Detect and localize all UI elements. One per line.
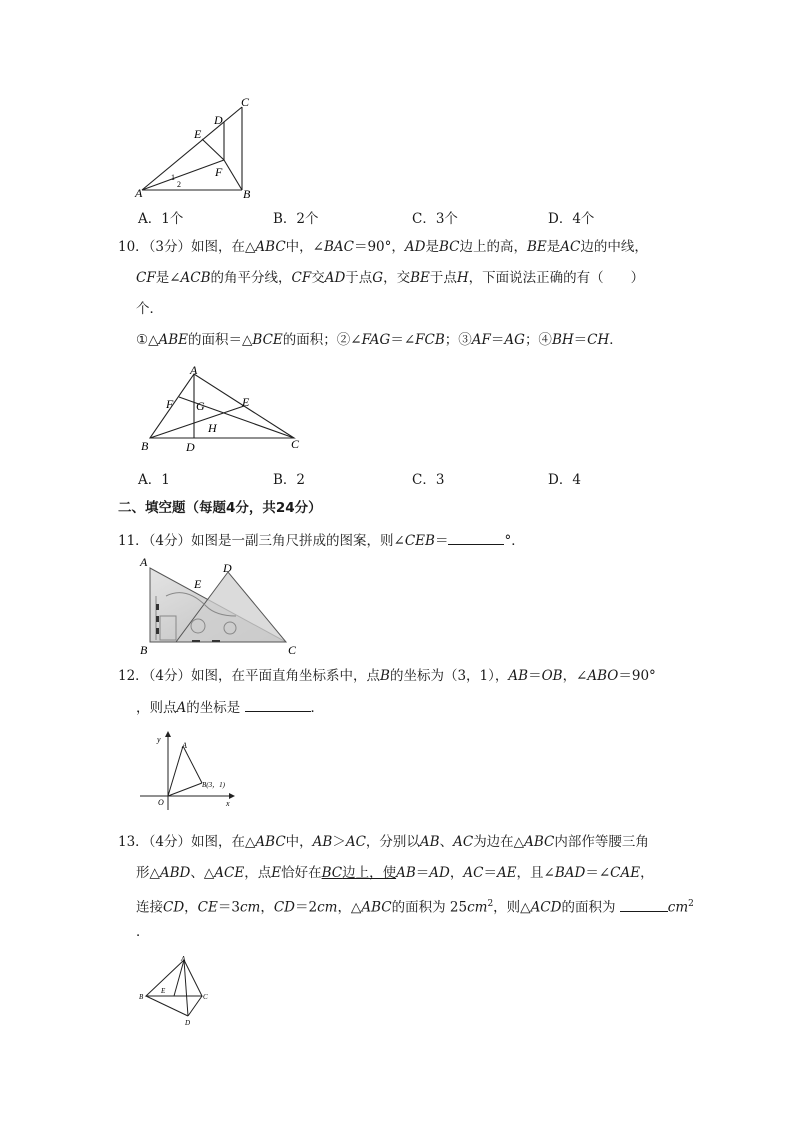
q11-label-C: C xyxy=(288,643,296,657)
q9-label-D: D xyxy=(214,113,223,127)
q13-label-A: A xyxy=(181,955,186,963)
q11-label-B: B xyxy=(140,643,148,657)
q12-label-A: A xyxy=(182,741,187,750)
q13-label-C: C xyxy=(203,993,208,1001)
q13-label-D: D xyxy=(185,1019,191,1027)
q9-label-C: C xyxy=(241,95,250,109)
q13-label-B: B xyxy=(139,993,144,1001)
q10-option-d: D．4 xyxy=(548,472,581,488)
q11-label-E: E xyxy=(194,577,202,591)
q9-option-a: A．1个 xyxy=(138,211,184,227)
q9-option-c: C．3个 xyxy=(412,211,458,227)
q10-option-a: A．1 xyxy=(138,472,170,488)
q9-angle-2: 2 xyxy=(177,180,181,189)
q10-label-C: C xyxy=(291,437,300,451)
q9-option-d: D．4个 xyxy=(548,211,595,227)
q10-line-2: CF是∠ACB的角平分线，CF交AD于点G，交BE于点H，下面说法正确的有（ ） xyxy=(136,270,645,286)
q11-label-A: A xyxy=(140,556,148,569)
q12-label-O: O xyxy=(158,798,164,807)
q12-label-x: x xyxy=(226,799,230,808)
q11-figure xyxy=(136,556,296,658)
q10-figure xyxy=(136,362,311,455)
q13-label-E: E xyxy=(161,987,166,995)
q12-answer-blank[interactable] xyxy=(245,697,311,712)
q12-label-B: B(3，1) xyxy=(202,781,225,789)
q13-figure xyxy=(136,952,216,1028)
q10-number: 10．（3分）如图，在△ xyxy=(118,239,256,255)
q10-label-D: D xyxy=(186,440,195,454)
q10-label-E: E xyxy=(242,395,250,409)
q9-figure xyxy=(130,92,265,202)
q13-line-1: 13．（4分）如图，在△ABC中，AB＞AC，分别以AB、AC为边在△ABC内部作等腰三角 xyxy=(118,834,649,850)
q12-label-y: y xyxy=(157,735,161,744)
q10-option-c: C．3 xyxy=(412,472,445,488)
q11-label-D: D xyxy=(223,561,232,575)
q10-label-G: G xyxy=(196,399,205,413)
q9-angle-1: 1 xyxy=(171,173,175,182)
q10-label-F: F xyxy=(166,397,174,411)
q11-answer-blank[interactable] xyxy=(448,530,504,545)
q10-option-b: B．2 xyxy=(273,472,306,488)
q9-label-E: E xyxy=(194,127,202,141)
q12-figure xyxy=(136,728,246,814)
q10-label-H: H xyxy=(208,421,217,435)
q9-label-F: F xyxy=(215,165,223,179)
q13-line-3: 连接CD，CE＝3cm，CD＝2cm，△ABC的面积为 $25cm^2$，则△ACD的面积为 $cm^2$ xyxy=(136,894,694,918)
q12-line-2: ，则点A的坐标是 ． xyxy=(136,697,324,718)
section-title-fill-in: 二、填空题（每题4分，共24分） xyxy=(118,500,322,516)
q9-option-b: B．2个 xyxy=(273,211,319,227)
q13-answer-blank[interactable] xyxy=(620,897,668,912)
q10-line-1: 10．（3分）如图，在△ABC中，∠BAC＝90°，AD是BC边上的高，BE是AC边的中线， xyxy=(118,239,648,255)
q13-line-2: 形△ABD、△ACE，点E恰好在BC边上，使AB＝AD，AC＝AE，且∠BAD＝∠CAE， xyxy=(136,865,654,881)
q11-text: 11．（4分）如图是一副三角尺拼成的图案，则∠CEB＝ °． xyxy=(118,530,525,551)
q13-line-4: ． xyxy=(136,924,150,940)
q10-label-B: B xyxy=(141,439,149,453)
q12-line-1: 12．（4分）如图，在平面直角坐标系中，点B的坐标为（3，1），AB＝OB，∠ABO＝90° xyxy=(118,668,656,684)
q10-label-A: A xyxy=(190,363,198,377)
q9-label-B: B xyxy=(243,187,251,201)
q10-statements: ①△ABE的面积＝△BCE的面积；②∠FAG＝∠FCB；③AF＝AG；④BH＝CH． xyxy=(136,332,623,348)
q9-label-A: A xyxy=(135,186,143,200)
q10-line-3: 个． xyxy=(136,301,163,317)
